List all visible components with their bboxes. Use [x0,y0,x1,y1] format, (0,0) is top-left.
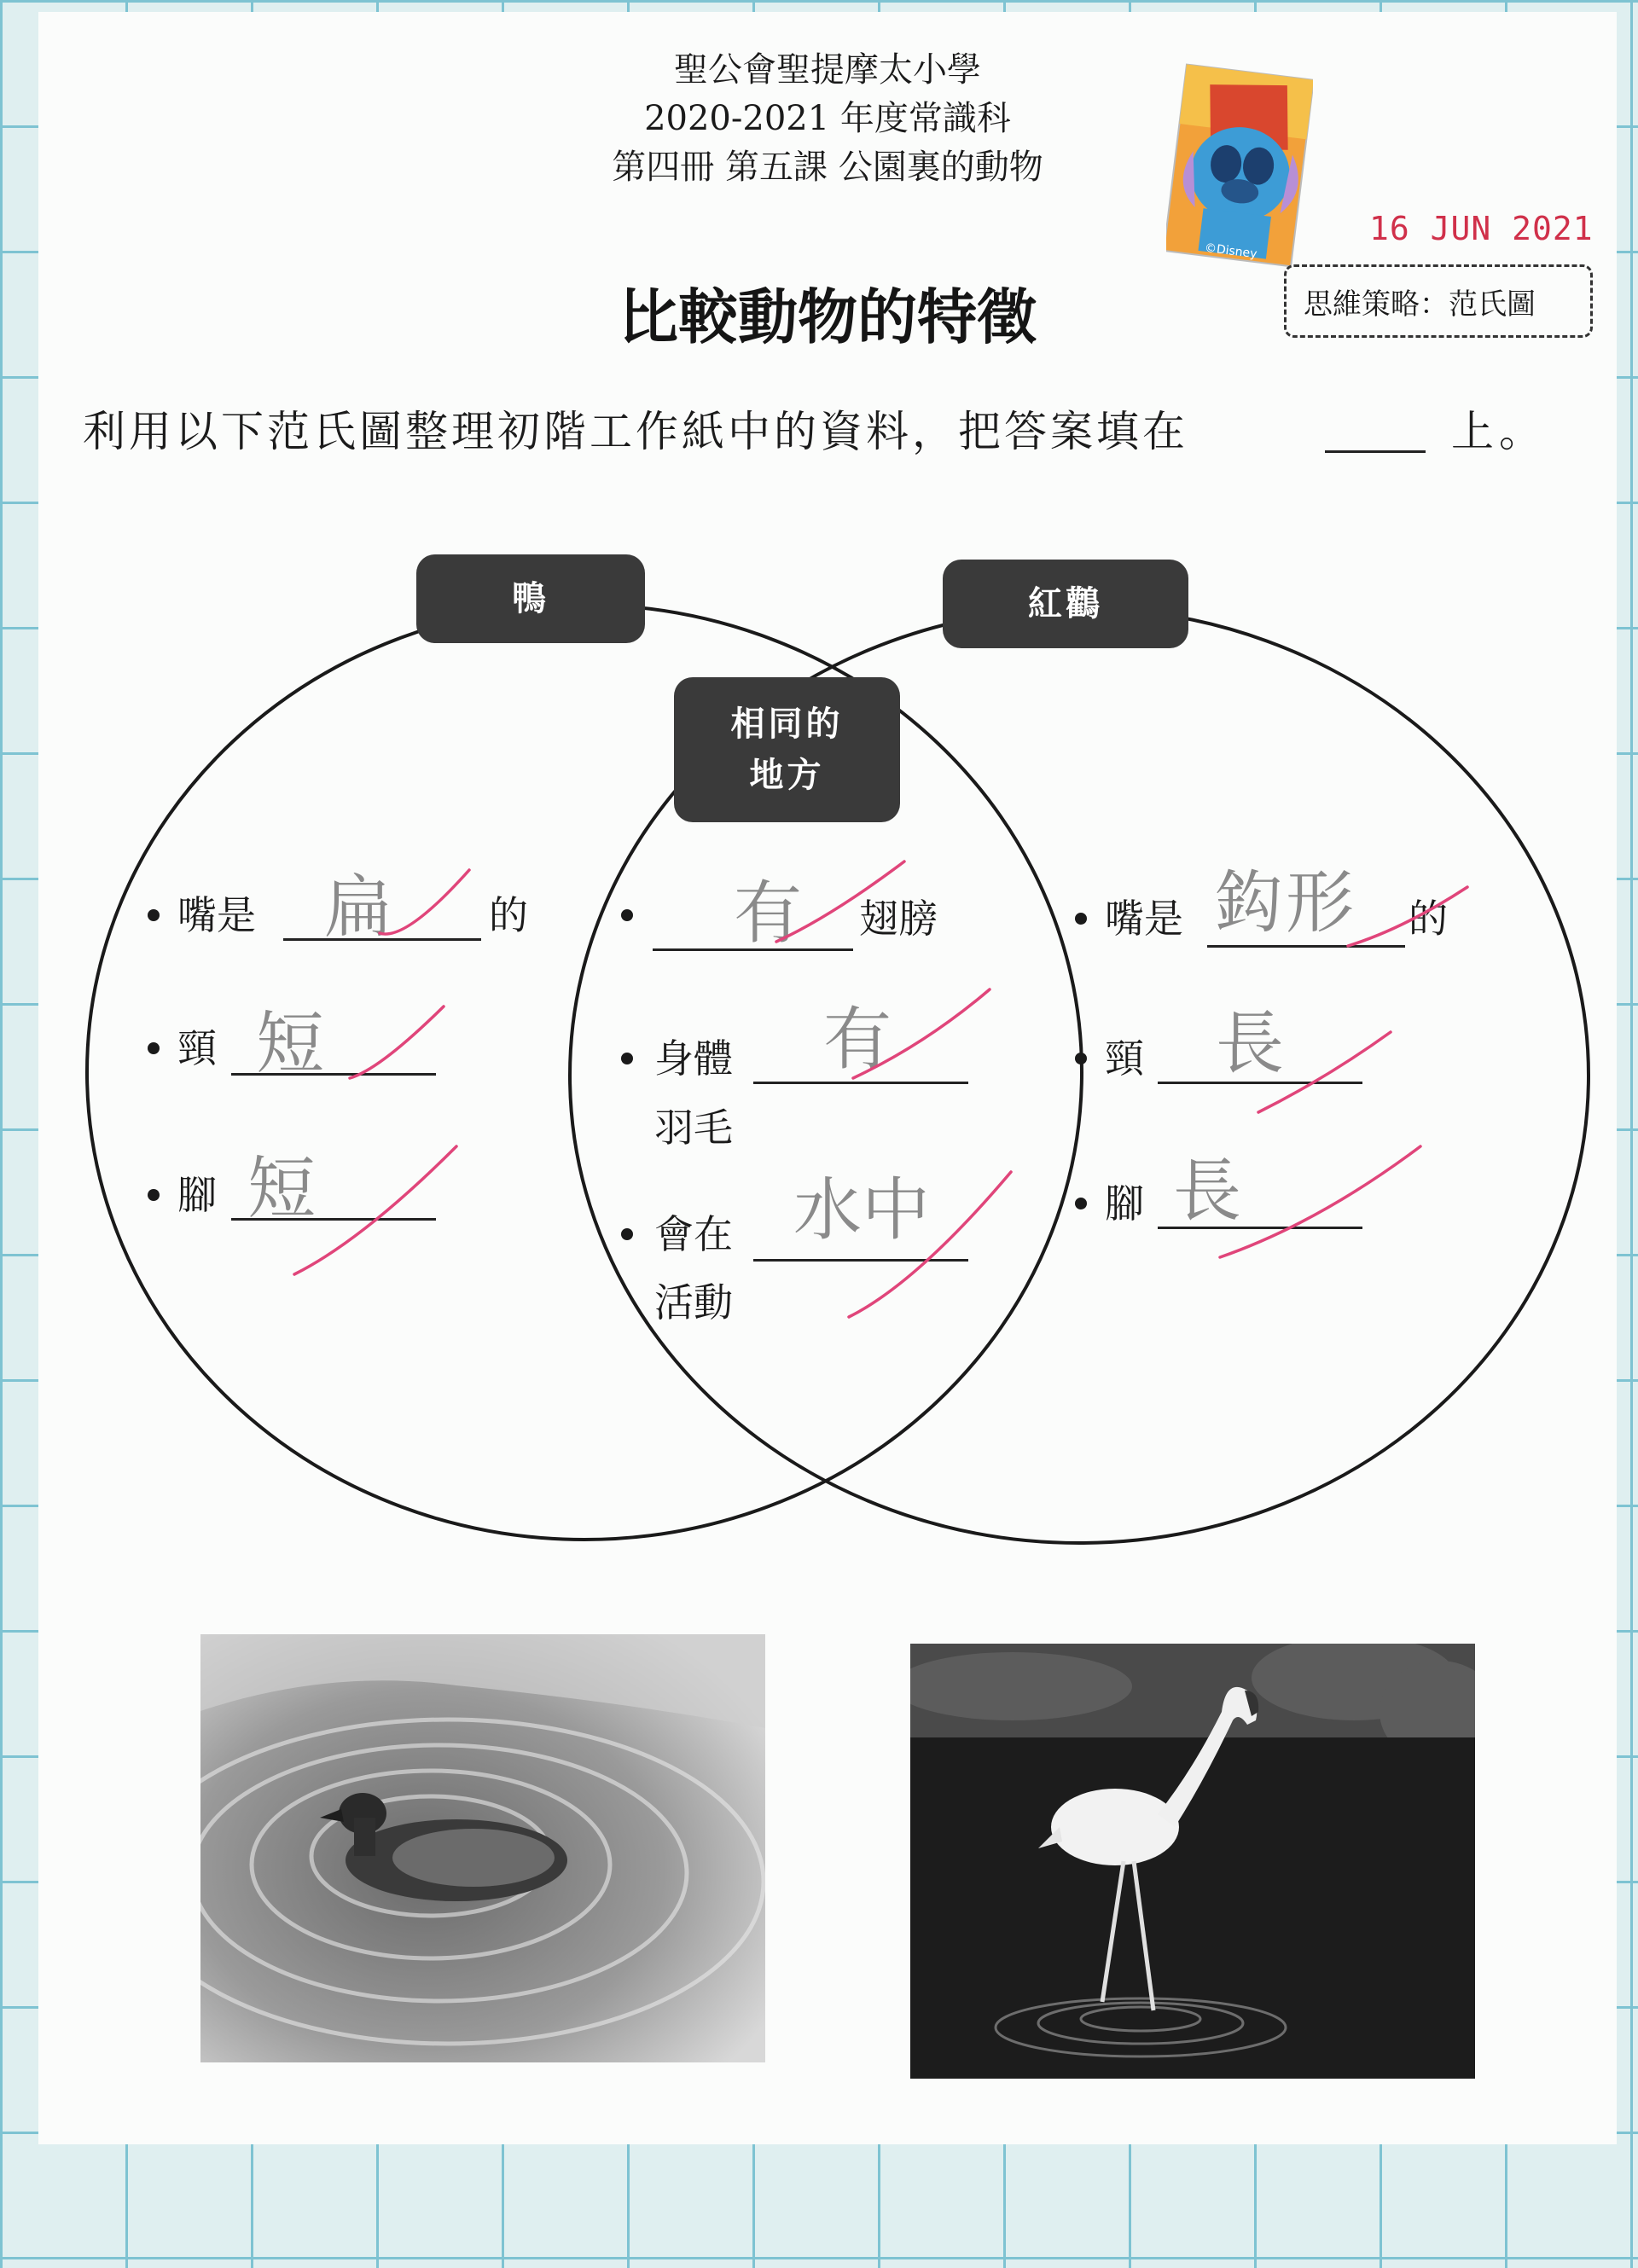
stitch-sticker [1166,63,1313,268]
date-stamp: 16 JUN 2021 [1369,210,1594,247]
common-label: 相同的 地方 [674,677,900,822]
middle-item-3-answer: 水中 [793,1170,930,1250]
duck-photo [200,1634,765,2062]
instruction-blank [1325,401,1426,453]
left-item-2-answer: 短 [256,1004,324,1083]
bullet [1075,913,1087,925]
bullet [148,1189,160,1201]
instruction-text: 利用以下范氏圖整理初階工作紙中的資料，把答案填在 [83,407,1188,456]
left-item-1-after: 的 [489,892,528,938]
bullet [1075,1198,1087,1209]
middle-item-3-line2: 活動 [654,1279,733,1325]
bullet [621,1053,633,1064]
flamingo-label: 紅鸛 [943,560,1188,648]
right-item-3-answer: 長 [1173,1151,1241,1231]
bullet [621,909,633,921]
bullet [1075,1053,1087,1064]
sticker-text: ©Disney [1204,241,1258,262]
left-item-1-answer: 扁 [324,867,392,947]
duck-image [200,1634,765,2062]
left-item-3-answer: 短 [247,1149,316,1228]
strategy-box: 思維策略：范氏圖 [1284,264,1593,338]
duck-label: 鴨 [416,554,645,643]
right-item-1-answer: 鈎形 [1214,863,1357,943]
left-item-3-before: 腳 [177,1172,217,1218]
page-title: 比較動物的特徵 [619,282,1037,352]
left-item-1-before: 嘴是 [177,892,256,938]
bullet [148,909,160,921]
right-item-2-before: 頸 [1105,1035,1144,1082]
middle-item-2-before: 身體 [654,1035,733,1082]
lesson-title: 第四冊 第五課 公園裏的動物 [612,148,1043,187]
bullet [621,1228,633,1240]
right-item-1-after: 的 [1409,896,1448,942]
school-name: 聖公會聖提摩太小學 [674,50,981,90]
middle-item-3-before: 會在 [654,1211,733,1257]
right-item-2-answer: 長 [1216,1004,1284,1083]
middle-item-2-answer: 有 [823,1000,892,1079]
right-item-3-before: 腳 [1105,1180,1144,1227]
flamingo-image [910,1644,1475,2079]
school-year: 2020-2021 年度常識科 [644,99,1011,138]
middle-item-1-after: 翅膀 [859,896,938,942]
right-item-1-before: 嘴是 [1105,896,1183,942]
left-item-2-before: 頸 [177,1025,217,1071]
worksheet-page [38,12,1617,2144]
flamingo-photo [910,1644,1475,2079]
middle-item-2-line2: 羽毛 [654,1105,733,1151]
instruction-end: 上。 [1451,407,1547,456]
middle-item-1-answer: 有 [734,873,802,953]
bullet [148,1042,160,1054]
